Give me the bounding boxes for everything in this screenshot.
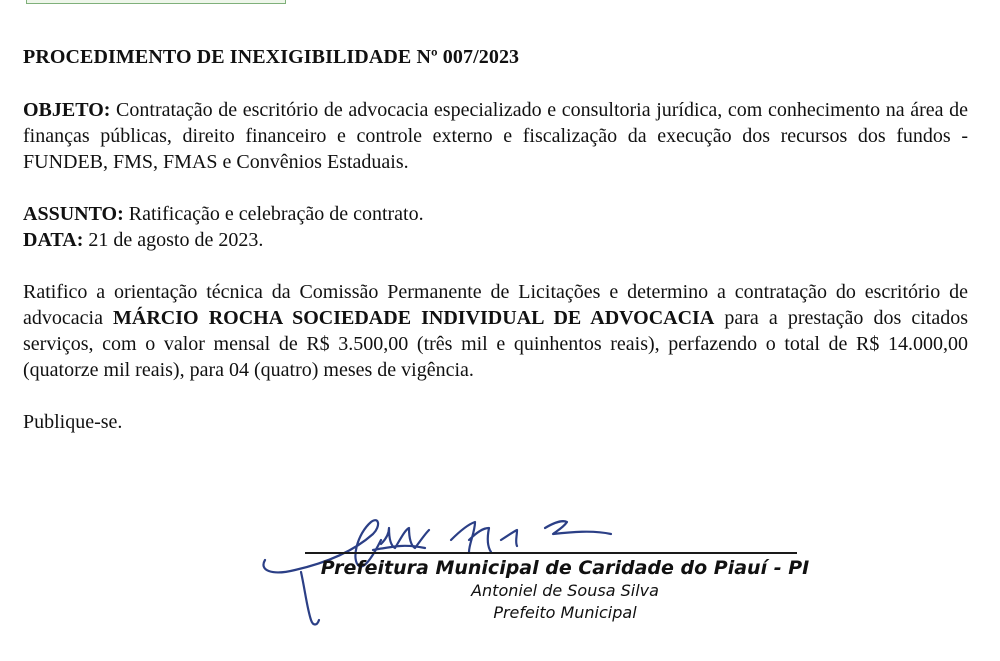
data-text: 21 de agosto de 2023.	[83, 229, 264, 251]
signature-line	[305, 552, 797, 554]
objeto-paragraph	[23, 97, 968, 175]
assunto-label: ASSUNTO:	[23, 203, 124, 225]
ratifico-text-2: para a prestação dos citados serviços, com o valor mensal de R$ 3.500,00 (três mil e quinhentos reais), perfazendo o total de R$ 14.000,00 (quatorze mil reais), para 04 (quatro) meses de vigência.	[23, 307, 968, 381]
objeto-label: OBJETO:	[23, 99, 111, 121]
ratifico-text-1: Ratifico a orientação técnica da Comissão Permanente de Licitações e determino a contratação do escritório de advocacia	[23, 281, 968, 329]
closing-text: Publique-se.	[23, 411, 123, 433]
signatory-info	[255, 556, 875, 624]
assunto-line	[23, 201, 968, 227]
assunto-text: Ratificação e celebração de contrato.	[123, 203, 424, 225]
document-body	[23, 44, 968, 435]
stamp-remnant	[26, 0, 286, 4]
signatory-name: Antoniel de Sousa Silva	[471, 581, 659, 600]
data-line	[23, 227, 968, 253]
signature-block	[255, 500, 815, 650]
organization-name: Prefeitura Municipal de Caridade do Piauí - PI	[320, 557, 810, 579]
ratifico-paragraph	[23, 279, 968, 383]
data-label: DATA:	[23, 229, 84, 251]
objeto-text: Contratação de escritório de advocacia especializado e consultoria jurídica, com conhecimento na área de finanças públicas, direito financeiro e controle externo e fiscalização da execução dos recursos dos fundos - FUNDEB, FMS, FMAS e Convênios Estaduais.	[23, 99, 968, 173]
signatory-role: Prefeito Municipal	[493, 603, 637, 622]
document-title: PROCEDIMENTO DE INEXIGIBILIDADE Nº 007/2023	[23, 46, 520, 68]
firm-name: MÁRCIO ROCHA SOCIEDADE INDIVIDUAL DE ADVOCACIA	[113, 307, 715, 329]
